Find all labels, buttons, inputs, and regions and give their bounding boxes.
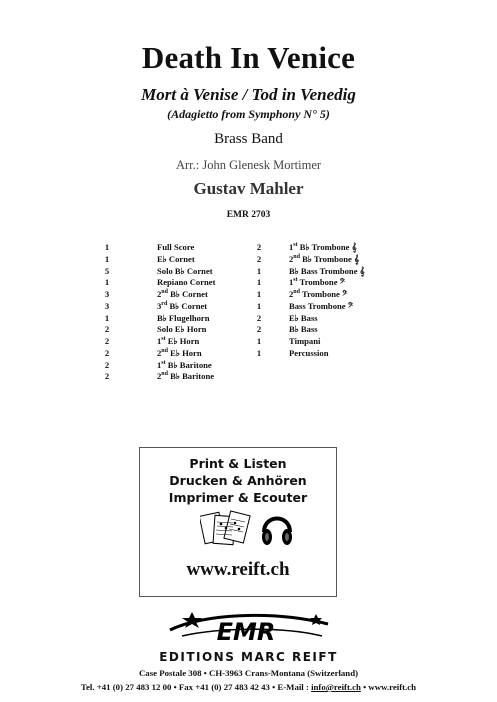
part-name: [289, 347, 328, 359]
part-quantity: 3: [104, 300, 110, 311]
part-label: Solo B♭ Cornet: [157, 265, 213, 276]
part-name: [157, 323, 206, 335]
part-name: [157, 276, 215, 288]
part-quantity: 1: [256, 289, 262, 299]
part-ordinal-suffix: nd: [161, 371, 168, 378]
contact-website[interactable]: • www.reift.ch: [360, 682, 417, 692]
part-name: [157, 265, 213, 277]
promo-line-english: Print & Listen: [189, 456, 287, 471]
part-ordinal-suffix: st: [293, 242, 298, 248]
part-ordinal-number: 2: [157, 371, 162, 382]
part-name: [289, 300, 353, 312]
part-ordinal-suffix: st: [161, 336, 166, 342]
part-label: B♭ Trombone 𝄞: [299, 253, 360, 264]
part-ordinal-number: 1: [157, 359, 162, 370]
part-name: [157, 241, 194, 253]
svg-text:EMR: EMR: [216, 618, 276, 646]
page-title: Death In Venice: [141, 40, 356, 75]
promo-line-german: Drucken & Anhören: [169, 473, 307, 488]
part-ordinal-suffix: rd: [161, 300, 168, 307]
part-ordinal-number: 2: [157, 289, 162, 299]
part-quantity: 3: [104, 289, 110, 299]
part-name: [157, 300, 207, 312]
subtitle-detail: (Adagietto from Symphony N° 5): [167, 107, 330, 121]
part-label: Repiano Cornet: [157, 277, 216, 288]
part-quantity: 1: [104, 277, 110, 288]
part-name: [289, 323, 318, 335]
part-name: [289, 241, 357, 253]
catalog-number: EMR 2703: [226, 210, 271, 220]
part-name: [289, 276, 345, 288]
part-ordinal-number: 2: [289, 253, 294, 264]
part-quantity: 1: [256, 347, 262, 358]
part-label: E♭ Cornet: [157, 253, 195, 264]
part-quantity: 1: [256, 300, 262, 311]
part-ordinal-suffix: nd: [293, 253, 300, 260]
print-listen-banner[interactable]: [139, 447, 337, 597]
part-label: B♭ Cornet: [167, 289, 208, 299]
subtitle: Mort à Venise / Tod in Venedig: [141, 85, 356, 104]
part-name: [157, 359, 212, 371]
contact-phone-fax: Tel. +41 (0) 27 483 12 00 • Fax +41 (0) 27 483 42 43 • E-Mail :: [80, 682, 312, 692]
part-label: Timpani: [289, 336, 321, 346]
publisher-contact: [0, 682, 497, 692]
part-name: [289, 265, 365, 277]
part-ordinal-suffix: st: [161, 359, 166, 366]
part-quantity: 2: [104, 347, 110, 358]
part-quantity: 2: [256, 242, 262, 252]
part-label: B♭ Bass: [289, 324, 318, 335]
part-label: Trombone 𝄢: [297, 277, 346, 288]
part-name: [157, 253, 195, 265]
part-quantity: 2: [256, 324, 262, 335]
part-ordinal-number: 3: [157, 300, 162, 311]
headphones-icon: [259, 506, 295, 552]
part-name: [289, 335, 320, 347]
part-label: B♭ Bass Trombone 𝄞: [289, 265, 365, 276]
part-quantity: 1: [104, 242, 110, 252]
part-label: E♭ Horn: [165, 336, 200, 346]
part-quantity: 2: [104, 336, 110, 346]
part-name: [289, 253, 359, 265]
part-name: [157, 335, 199, 347]
part-quantity: 1: [104, 253, 110, 264]
part-label: Percussion: [289, 347, 329, 358]
part-label: E♭ Bass: [289, 312, 318, 323]
part-quantity: 1: [256, 336, 262, 346]
promo-line-french: Imprimer & Ecouter: [168, 490, 308, 505]
part-ordinal-suffix: nd: [161, 347, 168, 354]
part-ordinal-number: 1: [289, 277, 294, 288]
composer-name: Gustav Mahler: [193, 179, 304, 198]
publisher-address: Case Postale 308 • CH-3963 Crans-Montana (Switzerland): [138, 668, 359, 678]
part-label: B♭ Flugelhorn: [157, 312, 210, 323]
part-ordinal-suffix: nd: [293, 289, 300, 295]
part-ordinal-number: 1: [289, 242, 294, 252]
part-quantity: 2: [256, 312, 262, 323]
part-name: [157, 347, 202, 359]
part-quantity: 2: [104, 359, 110, 370]
part-label: Bass Trombone 𝄢: [289, 300, 354, 311]
part-ordinal-number: 2: [157, 347, 162, 358]
publisher-name: EDITIONS MARC REIFT: [159, 650, 338, 664]
part-label: B♭ Baritone: [167, 371, 215, 382]
part-label: B♭ Trombone 𝄞: [297, 242, 357, 252]
part-quantity: 5: [104, 265, 110, 276]
website-link[interactable]: www.reift.ch: [186, 559, 290, 580]
part-quantity: 1: [104, 312, 110, 323]
sheet-music-icon: [200, 508, 252, 550]
part-label: Trombone 𝄢: [299, 289, 348, 299]
emr-logo: [162, 606, 332, 651]
part-ordinal-suffix: st: [293, 277, 298, 284]
part-quantity: 2: [256, 253, 262, 264]
part-label: Solo E♭ Horn: [157, 324, 207, 335]
part-name: [289, 312, 318, 324]
ensemble-label: Brass Band: [214, 131, 283, 147]
part-quantity: 2: [104, 324, 110, 335]
part-name: [157, 370, 214, 382]
arranger-credit: Arr.: John Glenesk Mortimer: [175, 158, 322, 172]
part-name: [289, 288, 348, 300]
email-link[interactable]: info@reift.ch: [311, 682, 361, 692]
part-quantity: 1: [256, 265, 262, 276]
part-label: Full Score: [157, 242, 195, 252]
part-label: E♭ Horn: [167, 347, 202, 358]
part-quantity: 1: [256, 277, 262, 288]
part-ordinal-number: 1: [157, 336, 162, 346]
part-ordinal-number: 2: [289, 289, 294, 299]
part-label: B♭ Baritone: [165, 359, 212, 370]
part-label: B♭ Cornet: [167, 300, 208, 311]
part-quantity: 2: [104, 371, 110, 382]
part-name: [157, 312, 210, 324]
part-ordinal-suffix: nd: [161, 289, 168, 295]
part-name: [157, 288, 208, 300]
